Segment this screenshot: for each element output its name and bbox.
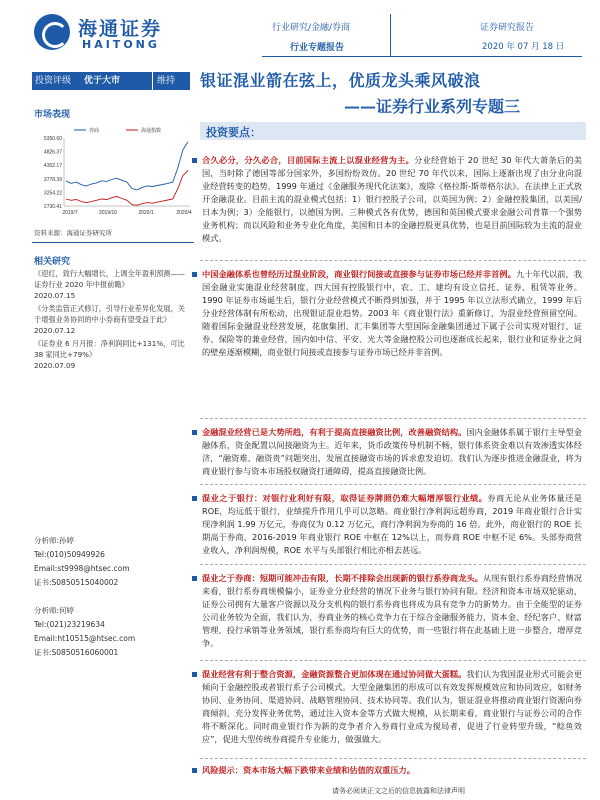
key-point-paragraph <box>202 426 582 478</box>
header-rule <box>262 56 582 57</box>
key-point-paragraph <box>202 492 582 557</box>
haitong-logo <box>34 14 204 54</box>
x-tick-label: 2019/10 <box>98 210 118 216</box>
key-point-body: 我们认为我国混业形式可能会更倾向于金融控股或者银行系子公司模式。大型金融集团的形成可以有效发挥规模效应和协同效应，如财务协同、业务协同、渠道协同、战略管理协同、技术协同等。我们认为，银证混业将推动商业银行资源向券商倾斜，充分发挥业务优势，通过注入资本金等方式做大规模，从长期来看，商业银行与证券公司的合作将不断深化。同时商业银行作为新的竞争者介入券商行业成为搅局者，促进了行业转型升级，“鲶鱼效应”，促进大型传统券商提升专业能力，做强做大。 <box>202 669 582 744</box>
key-point-lead: 中国金融体系也曾经历过混业阶段，商业银行间接或直接参与证券市场已经并非首例。 <box>202 269 516 279</box>
analyst-name: 分析师:何婷 <box>34 606 75 615</box>
legend-label: 海通指数 <box>141 128 162 134</box>
list-item[interactable] <box>34 303 192 336</box>
y-tick-label: 3254.22 <box>43 190 62 197</box>
key-point-body: 分业经营始于 20 世纪 30 年代大萧条后的美国，当时除了德国等部分国家外，多国纷纷效仿。20 世纪 70 年代以来，国际上逐渐出现了由分业向混业经营转变的趋势，1999 年通过《金融服务现代化法案》，废除《格拉斯-斯蒂格尔法》。在法律上正式放开金融混业。目前主流的混业模式包括：1）银行控股子公司，以英国为例；2）金融控股集团，以美国/日本为例；3）全能银行，以德国为例。三种模式各有优势，德国和英国模式要求金融公司背靠一个强势业务机构；而以风险和业务专业化角度，美国和日本的金融控股更具优势，也是目前国际较为主流的混业模式。 <box>202 155 582 243</box>
y-tick-label: 4826.37 <box>43 149 62 156</box>
list-item[interactable] <box>34 268 192 301</box>
x-tick-label: 2020/1 <box>138 210 154 216</box>
paragraph-divider <box>200 418 586 419</box>
key-point-paragraph <box>202 268 582 359</box>
x-tick-label: 2020/4 <box>176 210 192 216</box>
logo-chinese: 海通证券 <box>78 18 163 40</box>
paragraph-divider <box>200 564 586 565</box>
list-item[interactable] <box>34 338 192 371</box>
series-line <box>66 171 188 206</box>
analyst-cert: 证书:S0850515040002 <box>34 578 119 587</box>
paragraph-divider <box>200 758 586 759</box>
report-category: 行业研究/金融/券商 <box>272 23 351 33</box>
paragraph-divider <box>200 260 586 261</box>
related-title: 《证券业 6 月月报：净利润同比+131%，可比 38 家同比+79%》 <box>34 339 185 359</box>
related-date: 2020.07.12 <box>34 326 76 335</box>
report-header <box>0 0 600 62</box>
analyst-email[interactable]: Email:ht10515@htsec.com <box>34 634 136 643</box>
key-point-body: 国内金融体系属于银行主导型金融体系，资金配置以间接融资为主。近年来，货币政策传导机制不畅，银行体系资金难以有效渗透实体经济，“融资难、融资贵”问题突出，发展直接融资市场的诉求愈发迫切。我们认为逐步推进金融混业，将为商业银行参与资本市场股权融资打通障碍，提高直接融资比例。 <box>202 427 582 476</box>
related-research-header: 相关研究 <box>34 257 71 267</box>
key-point-lead: 混业之于银行：对银行业利好有限，取得证券牌照仍难大幅增厚银行业绩。 <box>202 493 488 503</box>
analyst-cert: 证书:S0850516060001 <box>34 648 119 657</box>
report-subtype: 行业专题报告 <box>290 43 345 53</box>
report-title: 银证混业箭在弦上，优质龙头乘风破浪 <box>200 71 481 90</box>
key-point-lead: 合久必分，分久必合，目前国际主流上以混业经营为主。 <box>202 155 415 165</box>
key-point-lead: 金融混业经营已是大势所趋，有利于提高直接融资比例，改善融资结构。 <box>202 427 467 437</box>
analyst-tel: Tel:(010)50949926 <box>34 550 105 559</box>
related-title: 《分类监管正式修订，引导行业差异化发展，关于增强业务协同的中小券商有望受益于此》 <box>34 304 185 324</box>
chart-source: 资料来源：海通证券研究所 <box>34 229 112 237</box>
analyst-name: 分析师:孙婷 <box>34 536 75 545</box>
key-points-header: 投资要点： <box>206 126 261 139</box>
y-tick-label: 4302.17 <box>43 163 62 170</box>
key-point-lead: 混业经营有利于整合资源，金融资源整合更加体现在通过协同做大蛋糕。 <box>202 669 467 679</box>
y-tick-label: 5350.60 <box>43 136 62 142</box>
analyst-block <box>34 534 192 590</box>
legend-label: 券商 <box>89 128 100 134</box>
related-title: 《迎红，致行大幅增长，上调全年盈利预测——证券行业 2020 年中报前瞻》 <box>34 269 185 289</box>
analyst-tel: Tel:(021)23219634 <box>34 620 105 629</box>
disclaimer-footer: 请务必阅读正文之后的信息披露和法律声明 <box>332 787 465 795</box>
haitong-emblem-icon <box>34 14 70 50</box>
related-research-list <box>34 268 192 373</box>
key-point-paragraph <box>202 572 582 650</box>
x-tick-label: 2019/7 <box>62 210 78 216</box>
risk-warning <box>202 764 582 777</box>
investment-rating <box>32 72 190 90</box>
paragraph-divider <box>200 484 586 485</box>
market-performance-chart <box>34 124 194 218</box>
rating-value: 优于大市 <box>84 76 121 86</box>
related-date: 2020.07.15 <box>34 291 76 300</box>
report-date: 2020 年 07 月 18 日 <box>482 42 565 52</box>
report-label: 证券研究报告 <box>480 23 535 33</box>
left-divider <box>32 242 194 243</box>
key-point-lead: 风险提示：资本市场大幅下跌带来业绩和估值的双重压力。 <box>202 765 415 775</box>
header-divider <box>390 14 391 56</box>
key-points-header-bar <box>200 122 586 140</box>
report-subtitle: ——证券行业系列专题三 <box>344 97 521 116</box>
market-performance-header: 市场表现 <box>34 110 71 120</box>
analyst-block <box>34 604 192 660</box>
key-point-body: 九十年代以前，我国金融业实施混业经营制度，四大国有控股银行中，农、工、建均有设立信托、证券、租赁等业务。1990 年证券市场诞生后，银行分业经营模式不断得到加强，并于 1995 年以立法形式确立，1999 年后分业经营体制有所松动，出现银证混业趋势。2003 年《商业银行法》重新修订，为混业经营预留空间。随着国际金融混业经营发展，花旗集团、汇丰集团等大型国际金融集团通过下属子公司实现对银行、证券、保险等的兼业经营，国内如中信、平安、光大等金融控股公司也逐渐成长起来，银行业和证券业之间的壁垒逐渐模糊，商业银行间接或直接参与证券市场已经并非首例。 <box>202 269 582 357</box>
rating-change: 维持 <box>152 72 175 90</box>
y-tick-label: 2730.41 <box>43 204 62 210</box>
key-point-body: 从现有银行系券商经营情况来看，银行系券商规模偏小，证券业分业经营的情况下业务与银行协同有限。经济和资本市场双轮驱动，证券公司拥有大量客户资源以及分支机构的银行系券商也将成为具有竞争力的新势力。由于全能型的证券公司业务较为全面，我们认为，券商业务的核心竞争力在于综合金融服务能力，资本金、经纪客户、财富管理、投行承销等业务领域，银行系券商均有巨大的优势，而一些银行将在此基础上进一步整合，增厚竞争。 <box>202 573 582 648</box>
key-point-paragraph <box>202 668 582 746</box>
logo-english: HAITONG <box>82 38 160 51</box>
related-date: 2020.07.09 <box>34 361 76 370</box>
key-point-paragraph <box>202 154 582 245</box>
y-tick-label: 3778.39 <box>43 176 62 183</box>
series-line <box>66 142 188 190</box>
rating-label: 投资评级 <box>35 76 72 86</box>
key-point-lead: 混业之于券商：短期可能冲击有限，长期不排除会出现新的银行系券商龙头。 <box>202 573 483 583</box>
analyst-email[interactable]: Email:st9998@htsec.com <box>34 564 130 573</box>
paragraph-divider <box>200 660 586 661</box>
key-point-body: 券商无论从业务体量还是 ROE，均远低于银行，业绩提升作用几乎可以忽略。商业银行净利润远超券商，2019 年商业银行合计实现净利润 1.99 万亿元，券商仅为 0.12 万亿元，商行净利润为券商的 16 倍。此外，商业银行的 ROE 长期高于券商，2016-2019 年商业银行 ROE 中枢在 12%以上，而券商 ROE 中枢不足 6%。头部券商营业收入，净利润规模，ROE 水平与头部银行相比亦相去甚远。 <box>202 493 582 555</box>
